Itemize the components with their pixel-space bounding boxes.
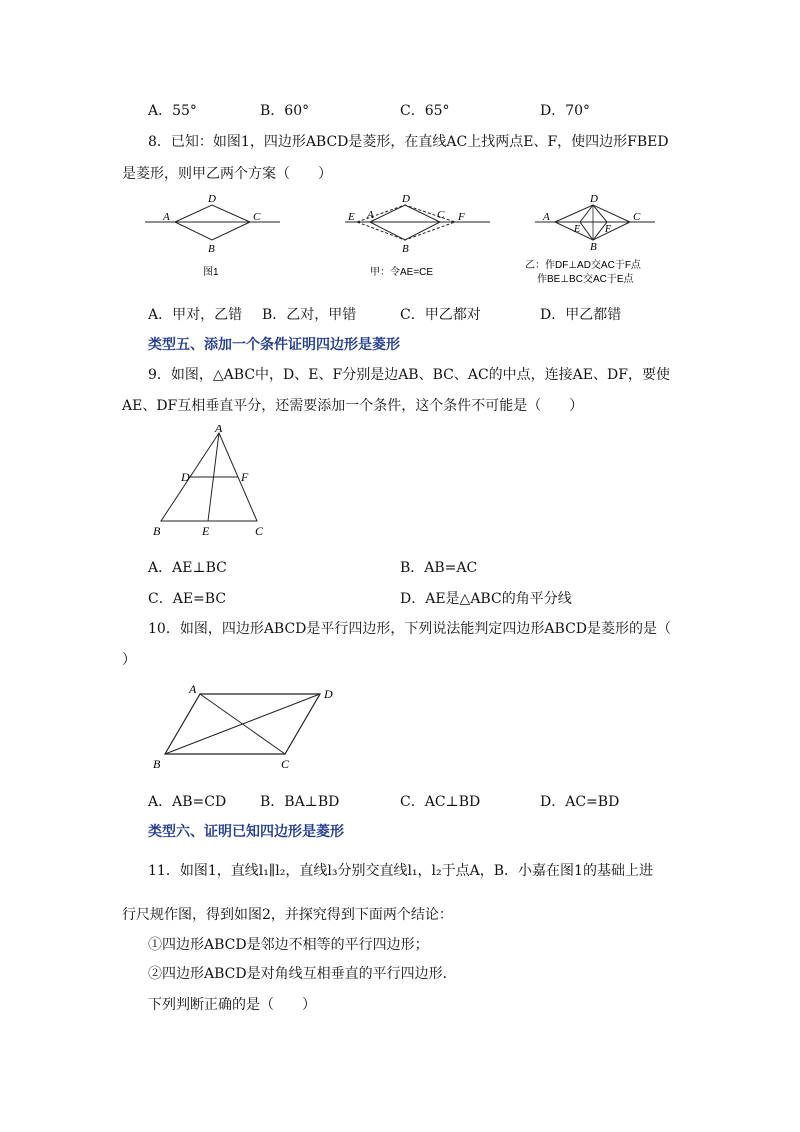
fig2-label-d: D xyxy=(402,193,410,205)
fig2-label-f: F xyxy=(458,211,465,223)
q11-text-line2: 行尺规作图，得到如图2，并探究得到下面两个结论： xyxy=(122,907,453,923)
fig3-label-b: B xyxy=(590,241,597,253)
fig2-label-a: A xyxy=(367,209,374,221)
fig3-caption-1: 乙：作DF⊥AD交AC于F点 xyxy=(525,260,641,271)
q11-text-line1: 11．如图1，直线l₁∥l₂，直线l₃分别交直线l₁，l₂于点A，B．小嘉在图1的基础上进 xyxy=(148,863,653,879)
fig1-label-c: C xyxy=(253,211,261,223)
fig3-label-c: C xyxy=(633,211,641,223)
q10-option-b: B．BA⊥BD xyxy=(260,794,340,810)
fig3-label-e: E xyxy=(574,224,581,235)
q8-option-d: D．甲乙都错 xyxy=(540,307,622,323)
section-5-title: 类型五、添加一个条件证明四边形是菱形 xyxy=(148,337,400,353)
fig1-caption: 图1 xyxy=(203,267,219,278)
q9-label-e: E xyxy=(202,524,210,538)
fig2-label-b: B xyxy=(402,243,409,255)
q9-option-d: D．AE是△ABC的角平分线 xyxy=(400,591,572,607)
section-6-title: 类型六、证明已知四边形是菱形 xyxy=(148,824,344,840)
q9-text-line2: AE、DF互相垂直平分，还需要添加一个条件，这个条件不可能是（ ） xyxy=(122,398,584,414)
q10-figure xyxy=(145,680,345,772)
q9-option-b: B．AB=AC xyxy=(400,560,478,576)
fig1-label-a: A xyxy=(163,211,170,223)
fig1-label-b: B xyxy=(208,243,215,255)
q10-label-a: A xyxy=(189,682,197,696)
q11-question: 下列判断正确的是（ ） xyxy=(148,997,316,1013)
q9-text-line1: 9．如图，△ABC中，D、E、F分别是边AB、BC、AC的中点，连接AE、DF，要使 xyxy=(148,367,670,383)
q11-conclusion-2: ②四边形ABCD是对角线互相垂直的平行四边形． xyxy=(148,966,457,982)
q10-option-c: C．AC⊥BD xyxy=(400,794,481,810)
q9-label-d: D xyxy=(181,470,190,484)
q9-label-b: B xyxy=(153,524,161,538)
q11-conclusion-1: ①四边形ABCD是邻边不相等的平行四边形； xyxy=(148,937,429,953)
q10-label-b: B xyxy=(153,757,161,771)
q7-option-c: C．65° xyxy=(400,103,450,119)
q10-text-line2: ） xyxy=(122,652,136,668)
q8-option-b: B．乙对，甲错 xyxy=(262,307,357,323)
q10-option-d: D．AC=BD xyxy=(540,794,620,810)
fig3-label-a: A xyxy=(543,211,550,223)
q8-option-c: C．甲乙都对 xyxy=(400,307,481,323)
q8-option-a: A．甲对，乙错 xyxy=(148,307,243,323)
fig2-label-c: C xyxy=(437,209,445,221)
q9-label-f: F xyxy=(241,470,249,484)
fig2-caption: 甲：令AE=CE xyxy=(370,267,434,278)
q9-label-a: A xyxy=(215,425,223,435)
q7-option-d: D．70° xyxy=(540,103,591,119)
q10-label-d: D xyxy=(324,687,333,701)
q10-text-line1: 10．如图，四边形ABCD是平行四边形，下列说法能判定四边形ABCD是菱形的是（ xyxy=(148,621,672,637)
q7-option-b: B．60° xyxy=(260,103,310,119)
fig3-label-d: D xyxy=(590,193,598,205)
q9-option-a: A．AE⊥BC xyxy=(148,560,227,576)
q7-option-a: A．55° xyxy=(148,103,197,119)
fig1-label-d: D xyxy=(208,193,216,205)
q10-option-a: A．AB=CD xyxy=(148,794,227,810)
fig3-label-f: F xyxy=(605,224,612,235)
q8-text-line2: 是菱形，则甲乙两个方案（ ） xyxy=(122,166,332,182)
fig3-caption-2: 作BE⊥BC交AC于E点 xyxy=(537,274,634,285)
fig2-label-e: E xyxy=(348,211,355,223)
q8-text-line1: 8．已知：如图1，四边形ABCD是菱形，在直线AC上找两点E、F，使四边形FBED xyxy=(148,134,669,150)
q9-option-c: C．AE=BC xyxy=(148,591,227,607)
q10-label-c: C xyxy=(281,757,290,771)
q8-figure-2 xyxy=(345,190,490,282)
q9-figure xyxy=(145,425,275,540)
q8-figure-3 xyxy=(525,190,685,290)
q8-figure-1 xyxy=(145,190,285,282)
q9-label-c: C xyxy=(255,524,264,538)
